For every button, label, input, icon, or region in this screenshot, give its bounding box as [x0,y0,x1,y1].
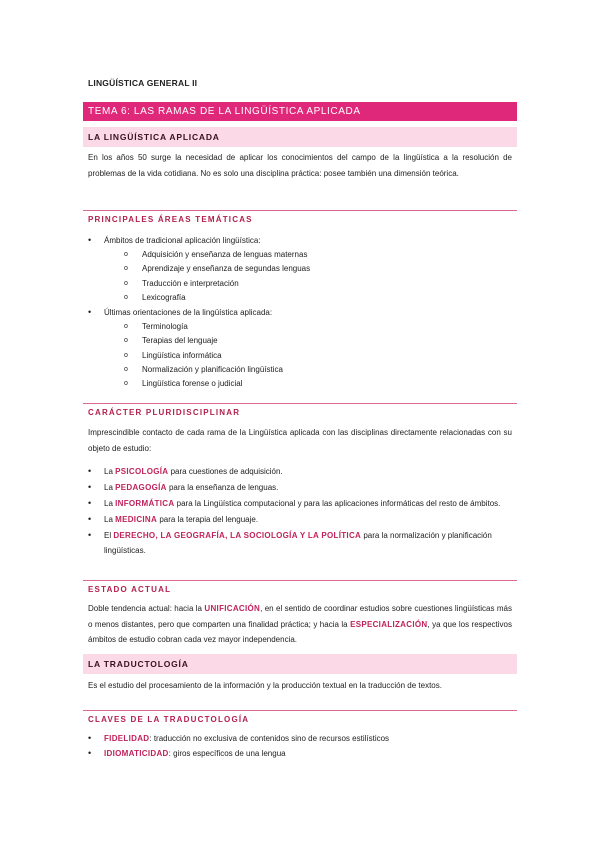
list-item-text: Ámbitos de tradicional aplicación lingüística: [104,236,261,245]
list-item: • FIDELIDAD: traducción no exclusiva de contenidos sino de recursos estilísticos [88,731,518,746]
sublist-item: o Adquisición y enseñanza de lenguas maternas [124,248,518,262]
highlight-term: DERECHO, LA GEOGRAFÍA, LA SOCIOLOGÍA Y LA POLÍTICA [113,531,362,540]
list-item: • La PEDAGOGÍA para la enseñanza de lenguas. [88,480,518,495]
highlight-term: ESPECIALIZACIÓN [350,619,428,629]
section-divider [83,580,517,581]
sublist-item: o Aprendizaje y enseñanza de segundas lenguas [124,262,518,276]
section-heading: LA TRADUCTOLOGÍA [88,659,189,669]
highlight-term: MEDICINA [115,515,158,524]
list-item: • La MEDICINA para la terapia del lenguaje. [88,512,518,527]
claves-list [88,731,518,761]
course-header: LINGÜÍSTICA GENERAL II [88,78,198,88]
highlight-term: PEDAGOGÍA [115,483,167,492]
section-heading-claves: CLAVES DE LA TRADUCTOLOGÍA [88,715,250,724]
section-divider [83,710,517,711]
traductologia-paragraph: Es el estudio del procesamiento de la información y la producción textual en la traducción de textos. [88,681,442,690]
pluridisciplinar-paragraph: Imprescindible contacto de cada rama de la Lingüística aplicada con las disciplinas directamente relacionadas con su objeto de estudio: [88,428,512,453]
sublist-item: o Lingüística informática [124,349,518,363]
intro-paragraph: En los años 50 surge la necesidad de aplicar los conocimientos del campo de la lingüística a la resolución de problemas de la vida cotidiana. No es solo una disciplina práctica: posee también una dimensión teórica. [88,153,512,178]
section-band-linguistica-aplicada [83,127,517,147]
areas-list [88,233,518,392]
section-heading-pluridisciplinar: CARÁCTER PLURIDISCIPLINAR [88,408,241,417]
topic-title-bar [83,102,517,121]
list-item: • IDIOMATICIDAD: giros específicos de una lengua [88,746,518,761]
estado-paragraph: Doble tendencia actual: hacia la UNIFICACIÓN, en el sentido de coordinar estudios sobre cuestiones lingüísticas más o menos distantes, pero que comparten una finalidad práctica; y hacia la ESPECIALIZACIÓN, ya que los respectivos ámbitos de estudio cobran cada vez mayor independencia. [88,604,512,644]
list-item: • La PSICOLOGÍA para cuestiones de adquisición. [88,464,518,479]
highlight-term: UNIFICACIÓN [204,604,261,613]
section-divider [83,210,517,211]
list-item: • El DERECHO, LA GEOGRAFÍA, LA SOCIOLOGÍA Y LA POLÍTICA para la normalización y planificación lingüísticas. [88,528,518,558]
section-band-traductologia [83,654,517,674]
section-heading-estado: ESTADO ACTUAL [88,585,172,594]
section-divider [83,403,517,404]
sublist-item: o Terapias del lenguaje [124,334,518,348]
list-item: • La INFORMÁTICA para la Lingüística computacional y para las aplicaciones informáticas del resto de ámbitos. [88,496,518,511]
sublist [124,248,518,305]
list-item [88,305,518,391]
highlight-term: INFORMÁTICA [115,499,175,508]
sublist-item: o Traducción e interpretación [124,277,518,291]
highlight-term: PSICOLOGÍA [115,467,169,476]
sublist-item: o Normalización y planificación lingüística [124,363,518,377]
section-heading-areas: PRINCIPALES ÁREAS TEMÁTICAS [88,215,253,224]
highlight-term: FIDELIDAD [104,734,150,743]
topic-title: TEMA 6: LAS RAMAS DE LA LINGÜÍSTICA APLICADA [88,106,361,117]
sublist-item: o Lexicografía [124,291,518,305]
sublist-item: o Lingüística forense o judicial [124,377,518,391]
sublist-item: o Terminología [124,320,518,334]
section-heading: LA LINGÜÍSTICA APLICADA [88,132,220,142]
list-item-text: Últimas orientaciones de la lingüística aplicada: [104,308,273,318]
disciplines-list [88,464,518,559]
sublist [124,320,518,391]
list-item [88,233,518,305]
highlight-term: IDIOMATICIDAD [104,749,169,758]
